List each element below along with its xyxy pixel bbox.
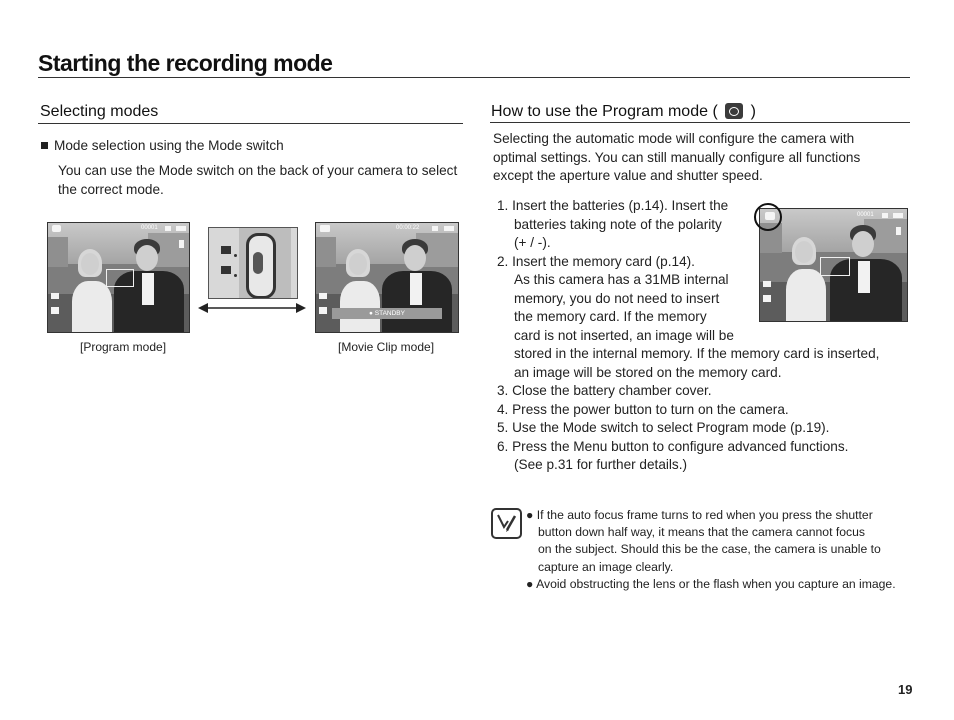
section-divider-right: [490, 122, 910, 123]
size-icon: [763, 281, 771, 287]
camera-mode-icon: [221, 246, 231, 254]
step-line: (+ / -).: [514, 235, 551, 250]
paragraph-line: the correct mode.: [58, 181, 164, 197]
metering-icon: [763, 295, 771, 302]
size-icon: [319, 293, 327, 299]
caption-movie-clip-mode: [Movie Clip mode]: [338, 340, 435, 354]
step-line: 1. Insert the batteries (p.14). Insert the: [497, 198, 729, 213]
mode-switch-image: [208, 227, 298, 299]
note-line: capture an image clearly.: [538, 559, 674, 574]
note-icon: [491, 508, 522, 539]
step-line: batteries taking note of the polarity: [514, 216, 722, 232]
intro-line: Selecting the automatic mode will configure the camera with: [493, 131, 855, 146]
heading-suffix: ): [750, 103, 756, 120]
step-line: 5. Use the Mode switch to select Program mode (p.19).: [497, 420, 830, 435]
lcd-recording-time: 00:00:22: [396, 225, 420, 231]
program-mode-lcd-image: [47, 222, 190, 333]
page-number: 19: [898, 682, 913, 697]
step-line: an image will be stored on the memory card.: [514, 364, 782, 380]
highlight-circle: [754, 203, 782, 231]
note-line: button down half way, it means that the camera cannot focus: [538, 525, 865, 540]
program-mode-lcd-image-right: [759, 208, 908, 322]
double-arrow-icon: [196, 300, 308, 316]
section-heading-selecting-modes: Selecting modes: [40, 103, 159, 120]
step-line: card is not inserted, an image will be: [514, 327, 734, 343]
intro-line: except the aperture value and shutter speed.: [493, 168, 763, 183]
step-line: As this camera has a 31MB internal: [514, 272, 729, 287]
note-line: ● Avoid obstructing the lens or the flash when you capture an image.: [526, 576, 896, 591]
size-icon: [51, 293, 59, 299]
program-mode-intro: [493, 130, 860, 186]
memory-icon: [165, 226, 171, 231]
step-line: 6. Press the Menu button to configure advanced functions.: [497, 438, 849, 454]
flash-icon: [179, 240, 184, 248]
step-line: 3. Close the battery chamber cover.: [497, 383, 712, 398]
section-divider-left: [38, 123, 463, 124]
program-mode-icon: [725, 103, 743, 119]
memory-icon: [432, 226, 438, 231]
page-title: Starting the recording mode: [38, 50, 333, 76]
standby-label: STANDBY: [374, 310, 405, 317]
intro-line: optimal settings. You can still manually configure all functions: [493, 149, 861, 165]
mode-switch-bullet: [41, 137, 284, 156]
note-line: ● If the auto focus frame turns to red when you press the shutter: [526, 508, 873, 522]
step-line: 4. Press the power button to turn on the camera.: [497, 401, 789, 417]
battery-icon: [176, 226, 186, 231]
mode-switch-bullet-text: Mode selection using the Mode switch: [54, 138, 284, 153]
metering-icon: [319, 307, 327, 314]
heading-prefix: How to use the Program mode (: [491, 103, 718, 120]
metering-icon: [51, 307, 59, 314]
flash-icon: [896, 227, 901, 235]
movie-mode-icon: [221, 266, 231, 274]
battery-icon: [444, 226, 454, 231]
step-line: the memory card. If the memory: [514, 309, 707, 324]
note-bullet-autofocus: [526, 507, 896, 593]
lcd-frame-counter: 00001: [857, 212, 874, 218]
memory-icon: [882, 213, 888, 218]
lcd-frame-counter: 00001: [141, 225, 158, 231]
caption-program-mode: [Program mode]: [80, 340, 167, 354]
step-line: (See p.31 for further details.): [514, 457, 688, 472]
battery-icon: [893, 213, 903, 218]
note-line: on the subject. Should this be the case, the camera is unable to: [538, 542, 881, 557]
mode-switch-paragraph: [58, 162, 457, 199]
movie-clip-mode-icon: [320, 225, 330, 232]
title-divider: [38, 77, 910, 78]
paragraph-line: You can use the Mode switch on the back of your camera to select: [58, 163, 458, 178]
program-mode-icon: [52, 225, 61, 232]
step-line: 2. Insert the memory card (p.14).: [497, 253, 695, 269]
standby-indicator: ● STANDBY: [332, 308, 442, 319]
step-line: stored in the internal memory. If the memory card is inserted,: [514, 346, 880, 361]
square-bullet-icon: [41, 142, 48, 149]
step-line: memory, you do not need to insert: [514, 290, 720, 306]
section-heading-program-mode: [491, 103, 756, 121]
movie-clip-lcd-image: [315, 222, 459, 333]
